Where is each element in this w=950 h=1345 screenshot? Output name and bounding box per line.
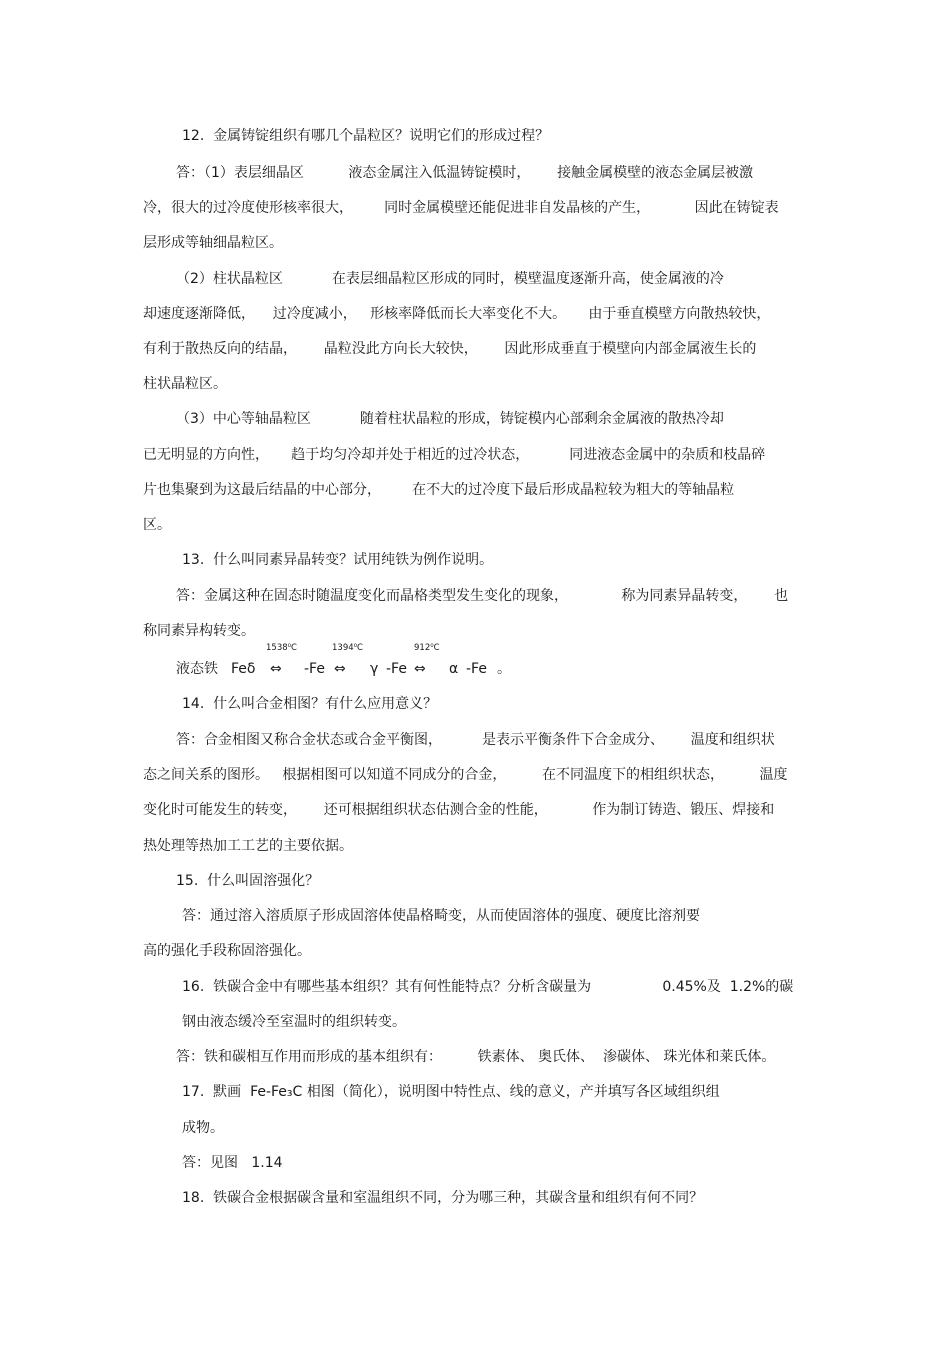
answer-12-line: 片也集聚到为这最后结晶的中心部分， 在不大的过冷度下最后形成晶粒较为粗大的等轴晶粒 [143, 482, 735, 498]
answer-12-line: （3）中心等轴晶粒区 随着柱状晶粒的形成，铸锭模内心部剩余金属液的散热冷却 [176, 411, 724, 427]
answer-15-line: 高的强化手段称固溶强化。 [143, 943, 311, 959]
answer-14-line: 态之间关系的图形。 根据相图可以知道不同成分的合金， 在不同温度下的相组织状态， 温度 [143, 767, 788, 783]
equation-term: α [449, 661, 459, 677]
question-16-line: 钢由液态缓冷至室温时的组织转变。 [182, 1014, 406, 1030]
answer-12-line: （2）柱状晶粒区 在表层细晶粒区形成的同时，模壁温度逐渐升高，使金属液的冷 [176, 271, 724, 287]
answer-12-line: 答：（1）表层细晶区 液态金属注入低温铸锭模时， 接触金属模壁的液态金属层被激 [176, 165, 754, 181]
equation-term: -Fe [466, 661, 487, 677]
equilibrium-arrow-icon: ⇔ [334, 661, 346, 677]
equation-term: 液态铁 [176, 661, 218, 677]
question-14: 14. 什么叫合金相图？有什么应用意义？ [182, 696, 438, 712]
equation-term: -Fe [304, 661, 325, 677]
temperature-label: 1538⁰C [266, 643, 297, 653]
answer-12-line: 已无明显的方向性， 趋于均匀冷却并处于相近的过冷状态， 同进液态金属中的杂质和枝晶碎 [143, 447, 766, 463]
equation-term: γ [370, 661, 379, 677]
answer-13-line: 称同素异构转变。 [143, 623, 255, 639]
answer-14-line: 答：合金相图又称合金状态或合金平衡图， 是表示平衡条件下合金成分、 温度和组织状 [176, 732, 775, 748]
answer-17: 答：见图 1.14 [182, 1155, 283, 1171]
question-18: 18. 铁碳合金根据碳含量和室温组织不同，分为哪三种，其碳含量和组织有何不同？ [182, 1190, 704, 1206]
equation-term: 。 [497, 661, 511, 677]
question-17-line: 成物。 [182, 1120, 224, 1136]
answer-14-line: 变化时可能发生的转变， 还可根据组织状态估测合金的性能， 作为制订铸造、锻压、焊接和 [143, 802, 775, 818]
answer-12-line: 有利于散热反向的结晶， 晶粒没此方向长大较快， 因此形成垂直于模壁向内部金属液生长的 [143, 341, 757, 357]
equilibrium-arrow-icon: ⇔ [414, 661, 426, 677]
answer-12-line: 柱状晶粒区。 [143, 376, 227, 392]
answer-12-line: 区。 [143, 517, 171, 533]
equation-term: -Fe [386, 661, 407, 677]
answer-12-line: 层形成等轴细晶粒区。 [143, 235, 283, 251]
question-13: 13. 什么叫同素异晶转变？试用纯铁为例作说明。 [182, 552, 494, 568]
question-12: 12. 金属铸锭组织有哪几个晶粒区？说明它们的形成过程？ [182, 128, 550, 144]
question-17: 17. 默画 Fe-Fe₃C 相图（简化），说明图中特性点、线的意义，产并填写各区域组织组 [182, 1084, 720, 1100]
equation-term: Feδ [231, 661, 256, 677]
temperature-label: 912⁰C [414, 643, 440, 653]
temperature-label: 1394⁰C [332, 643, 363, 653]
question-15: 15. 什么叫固溶强化？ [176, 873, 320, 889]
question-16: 16. 铁碳合金中有哪些基本组织？其有何性能特点？分析含碳量为 0.45%及 1.2%的碳 [182, 979, 794, 995]
answer-12-line: 却速度逐渐降低， 过冷度减小， 形核率降低而长大率变化不大。 由于垂直模壁方向散热较快， [143, 306, 771, 322]
equilibrium-arrow-icon: ⇔ [270, 661, 282, 677]
answer-14-line: 热处理等热加工工艺的主要依据。 [143, 838, 353, 854]
answer-15-line: 答：通过溶入溶质原子形成固溶体使晶格畸变，从而使固溶体的强度、硬度比溶剂要 [182, 908, 700, 924]
answer-12-line: 冷，很大的过冷度使形核率很大， 同时金属模壁还能促进非自发晶核的产生， 因此在铸锭表 [143, 200, 779, 216]
answer-16: 答：铁和碳相互作用而形成的基本组织有： 铁素体、 奥氏体、 渗碳体、 珠光体和莱氏体。 [176, 1049, 776, 1065]
answer-13-line: 答：金属这种在固态时随温度变化而晶格类型发生变化的现象， 称为同素异晶转变， 也 [176, 588, 789, 604]
